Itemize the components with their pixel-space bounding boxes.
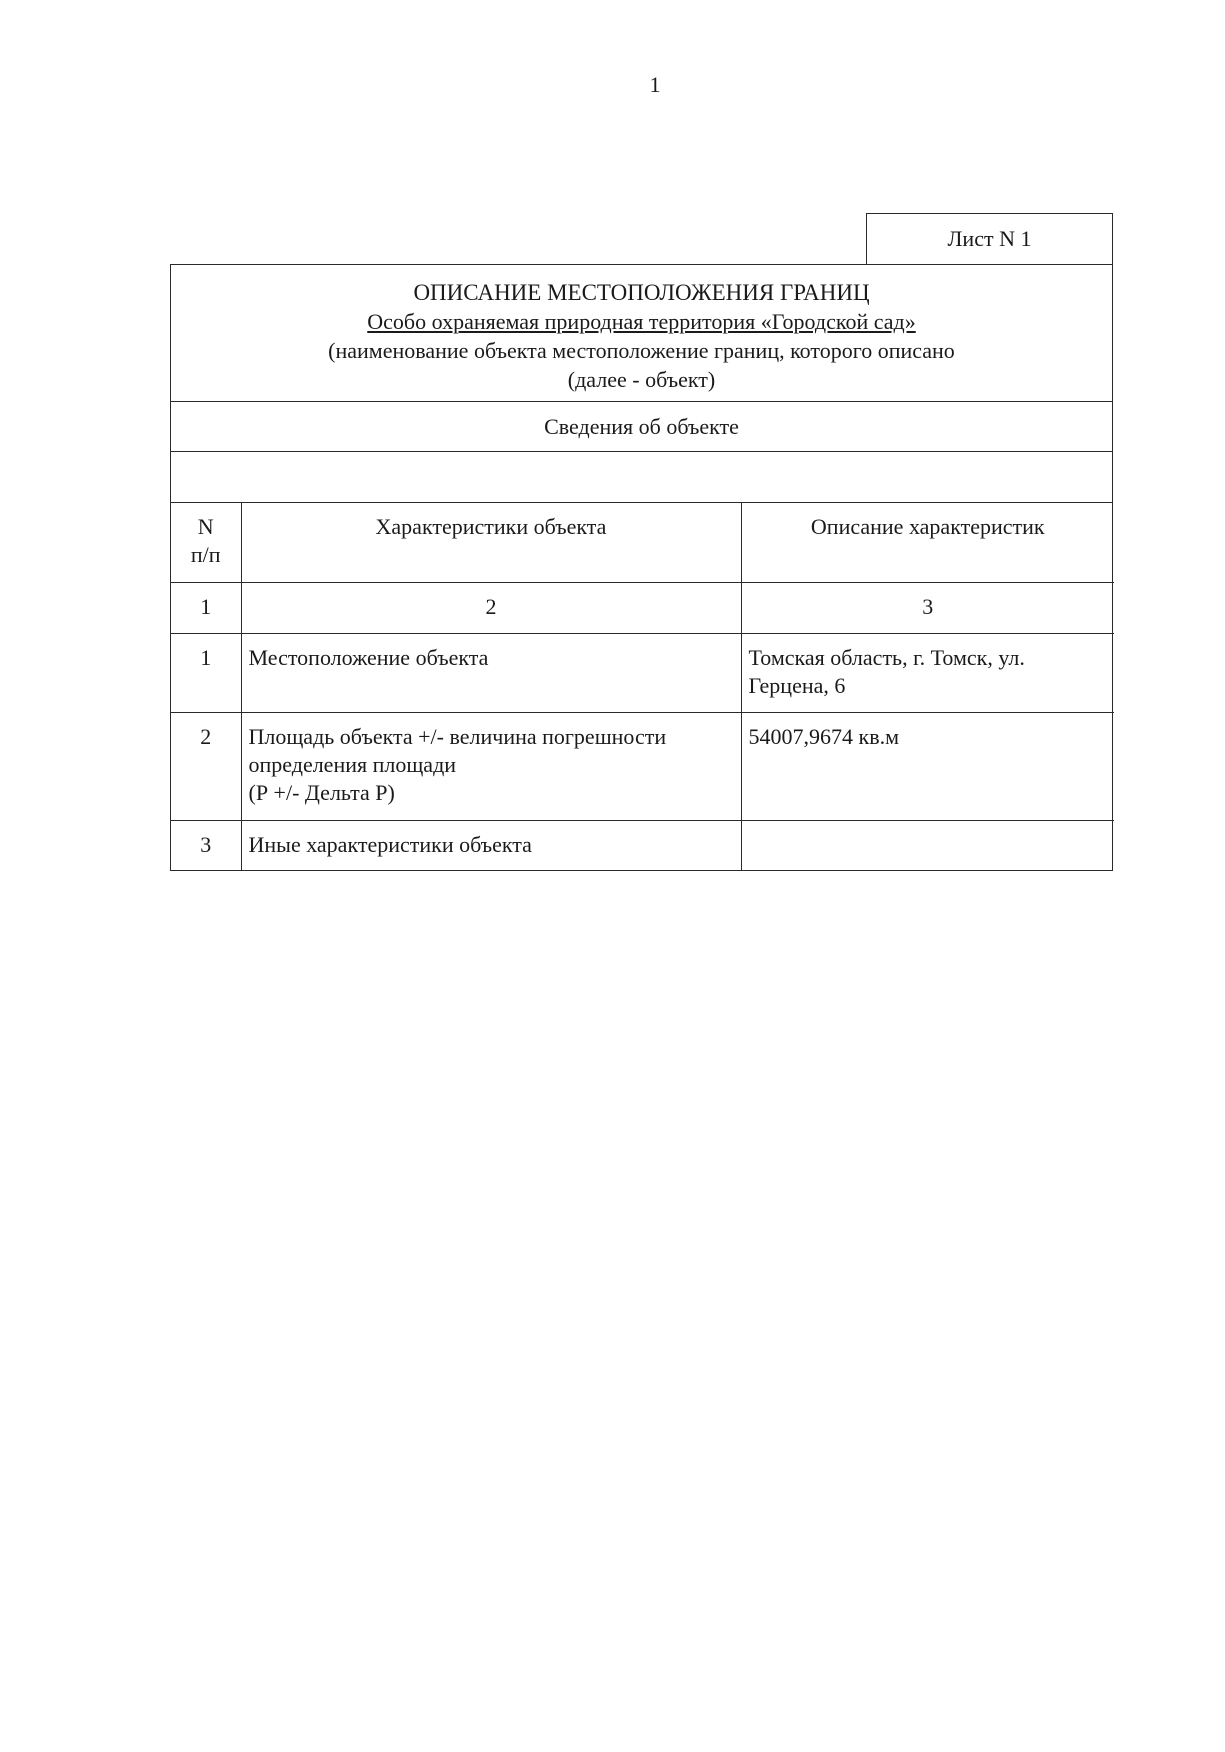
header-description-cell: Описание характеристик [741, 503, 1114, 582]
characteristic-line: определения площади [248, 751, 457, 777]
column-number-2: 2 [241, 582, 741, 633]
header-number-line-1: N [197, 514, 214, 539]
description-line: Томская область, г. Томск, ул. [748, 644, 1025, 670]
object-note-line-1: (наименование объекта местоположение границ, которого описано [328, 338, 955, 363]
header-characteristics-cell: Характеристики объекта [241, 503, 741, 582]
column-number-3: 3 [741, 582, 1114, 633]
sheet-number-label: Лист N 1 [947, 226, 1032, 251]
column-number-1: 1 [171, 582, 241, 633]
row-description [741, 712, 1114, 820]
empty-row [171, 452, 1112, 503]
sheet-number-box [866, 213, 1113, 264]
column-number-row [171, 582, 1114, 633]
characteristics-table [171, 503, 1114, 870]
section-title: Сведения об объекте [171, 402, 1112, 452]
row-characteristic [241, 633, 741, 712]
table-row [171, 820, 1114, 870]
boundary-description-form [170, 264, 1113, 871]
characteristic-line: (Р +/- Дельта Р) [248, 779, 395, 805]
header-number-cell [171, 503, 241, 582]
object-note-line-2: (далее - объект) [567, 367, 716, 392]
object-name: Особо охраняемая природная территория «Городской сад» [367, 309, 916, 334]
row-number: 2 [171, 712, 241, 820]
description-line: 54007,9674 кв.м [748, 723, 899, 749]
form-header [171, 265, 1112, 402]
table-header-row [171, 503, 1114, 582]
header-number-line-2: п/п [190, 542, 221, 567]
characteristic-line: Местоположение объекта [248, 644, 489, 670]
row-characteristic [241, 820, 741, 870]
row-number: 3 [171, 820, 241, 870]
row-description [741, 820, 1114, 870]
row-description [741, 633, 1114, 712]
form-title: ОПИСАНИЕ МЕСТОПОЛОЖЕНИЯ ГРАНИЦ [413, 280, 870, 305]
characteristic-line: Площадь объекта +/- величина погрешности [248, 723, 667, 749]
table-row [171, 712, 1114, 820]
table-row [171, 633, 1114, 712]
characteristic-line: Иные характеристики объекта [248, 831, 532, 857]
description-line: Герцена, 6 [748, 672, 846, 698]
page-number: 1 [649, 72, 661, 97]
row-number: 1 [171, 633, 241, 712]
row-characteristic [241, 712, 741, 820]
